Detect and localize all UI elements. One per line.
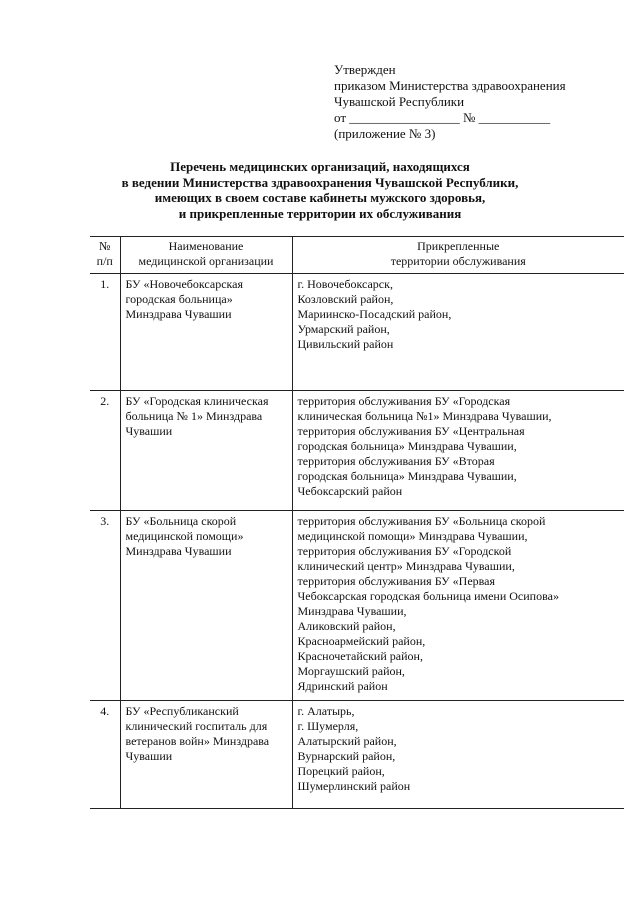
row-number: 4. xyxy=(90,701,120,809)
row-number: 1. xyxy=(90,274,120,391)
header-organization: Наименование медицинской организации xyxy=(120,237,292,274)
title-line: в ведении Министерства здравоохранения Чувашской Республики, xyxy=(121,174,519,190)
approval-line: Утвержден xyxy=(334,62,396,77)
row-number: 2. xyxy=(90,391,120,511)
table-row xyxy=(90,391,624,511)
organization-name: БУ «Новочебоксарская городская больница» Минздрава Чувашии xyxy=(120,274,292,391)
approval-line: от _________________ № ___________ xyxy=(334,110,551,125)
territory-list: г. Алатырь, г. Шумерля, Алатырский район, Вурнарский район, Порецкий район, Шумерлинский район xyxy=(292,701,624,809)
approval-line: Чувашской Республики xyxy=(334,94,465,109)
approval-line: приказом Министерства здравоохранения xyxy=(334,78,566,93)
organization-name: БУ «Городская клиническая больница № 1» Минздрава Чувашии xyxy=(120,391,292,511)
organization-name: БУ «Больница скорой медицинской помощи» Минздрава Чувашии xyxy=(120,511,292,701)
approval-line: (приложение № 3) xyxy=(334,126,436,141)
organizations-table xyxy=(90,236,624,809)
title-line: Перечень медицинских организаций, находящихся xyxy=(170,159,470,174)
table-row xyxy=(90,274,624,391)
territory-list: г. Новочебоксарск, Козловский район, Мариинско-Посадский район, Урмарский район, Цивильский район xyxy=(292,274,624,391)
territory-list: территория обслуживания БУ «Больница скорой медицинской помощи» Минздрава Чувашии, территория обслуживания БУ «Городской клинический центр» Минздрава Чувашии, территория обслуживания БУ «Первая Чебоксарская городская больница имени Осипова» Минздрава Чувашии, Аликовский район, Красноармейский район, Красночетайский район, Моргаушский район, Ядринский район xyxy=(292,511,624,701)
table-header-row xyxy=(90,237,624,274)
territory-list: территория обслуживания БУ «Городская клиническая больница №1» Минздрава Чувашии, территория обслуживания БУ «Центральная городская больница» Минздрава Чувашии, территория обслуживания БУ «Вторая городская больница» Минздрава Чувашии, Чебоксарский район xyxy=(292,391,624,511)
table-row xyxy=(90,511,624,701)
title-line: и прикрепленные территории их обслуживания xyxy=(178,205,462,221)
document-title xyxy=(90,159,550,221)
row-number: 3. xyxy=(90,511,120,701)
header-num: № п/п xyxy=(90,237,120,274)
title-line: имеющих в своем составе кабинеты мужского здоровья, xyxy=(154,190,486,205)
approval-block xyxy=(334,62,624,142)
table-row xyxy=(90,701,624,809)
header-territory: Прикрепленные территории обслуживания xyxy=(292,237,624,274)
organization-name: БУ «Республиканский клинический госпиталь для ветеранов войн» Минздрава Чувашии xyxy=(120,701,292,809)
